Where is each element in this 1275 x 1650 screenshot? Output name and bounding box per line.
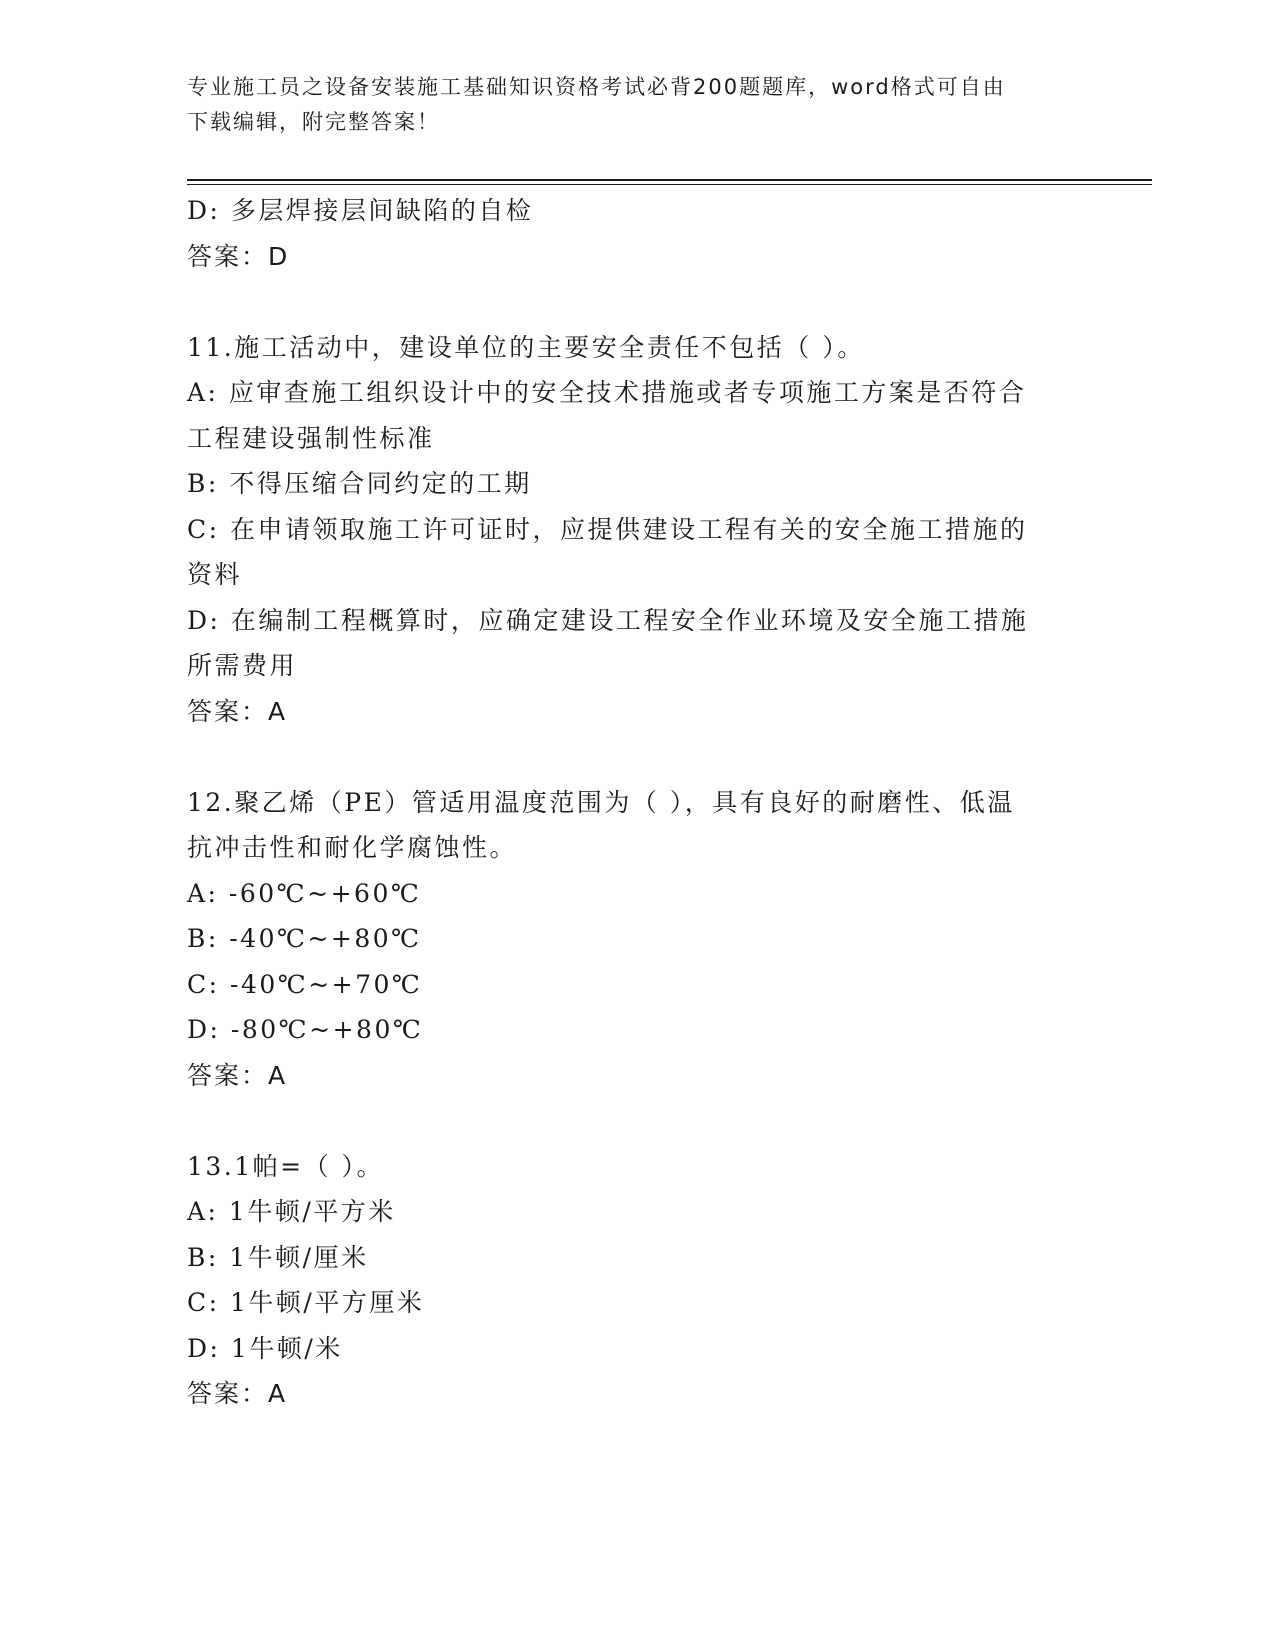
option-c: C: 在申请领取施工许可证时，应提供建设工程有关的安全施工措施的 bbox=[187, 514, 1028, 544]
header-line-1: 专业施工员之设备安装施工基础知识资格考试必背200题题库，word格式可自由 bbox=[187, 75, 1006, 99]
option-c: C: -40℃~+70℃ bbox=[187, 969, 423, 999]
option-b: B: 1牛顿/厘米 bbox=[187, 1242, 369, 1272]
spacer bbox=[187, 279, 1087, 325]
question-11 bbox=[187, 325, 1087, 735]
answer-line: 答案：A bbox=[187, 696, 288, 726]
spacer bbox=[187, 734, 1087, 780]
answer-line: 答案：A bbox=[187, 1379, 288, 1408]
option-a: A: -60℃~+60℃ bbox=[187, 878, 422, 908]
question-stem: 13.1帕=（ ）。 bbox=[187, 1151, 385, 1181]
spacer bbox=[187, 1098, 1087, 1144]
option-d-continued: 所需费用 bbox=[187, 651, 298, 680]
option-c: C: 1牛顿/平方厘米 bbox=[187, 1288, 425, 1317]
answer-line: 答案：D bbox=[187, 241, 290, 271]
option-d: D: -80℃~+80℃ bbox=[187, 1015, 424, 1044]
document-body bbox=[187, 188, 1087, 1417]
question-stem-continued: 抗冲击性和耐化学腐蚀性。 bbox=[187, 833, 518, 862]
header-line-2: 下载编辑，附完整答案！ bbox=[187, 110, 440, 134]
option-d: D: 1牛顿/米 bbox=[187, 1333, 343, 1363]
question-12 bbox=[187, 780, 1087, 1099]
option-b: B: 不得压缩合同约定的工期 bbox=[187, 469, 532, 498]
question-stem: 11.施工活动中，建设单位的主要安全责任不包括（ ）。 bbox=[187, 332, 865, 362]
option-b: B: -40℃~+80℃ bbox=[187, 924, 422, 953]
document-header bbox=[187, 70, 1067, 140]
option-c-continued: 资料 bbox=[187, 560, 243, 589]
header-divider-thick bbox=[187, 179, 1152, 181]
header-divider-thin bbox=[187, 184, 1152, 185]
answer-line: 答案：A bbox=[187, 1060, 288, 1090]
option-a: A: 应审查施工组织设计中的安全技术措施或者专项施工方案是否符合 bbox=[187, 378, 1027, 407]
option-d: D: 多层焊接层间缺陷的自检 bbox=[187, 196, 534, 225]
option-a: A: 1牛顿/平方米 bbox=[187, 1197, 396, 1226]
option-d: D: 在编制工程概算时，应确定建设工程安全作业环境及安全施工措施 bbox=[187, 605, 1029, 635]
question-stem: 12.聚乙烯（PE）管适用温度范围为（ ），具有良好的耐磨性、低温 bbox=[187, 787, 1015, 817]
option-a-continued: 工程建设强制性标准 bbox=[187, 423, 435, 453]
question-13 bbox=[187, 1144, 1087, 1417]
